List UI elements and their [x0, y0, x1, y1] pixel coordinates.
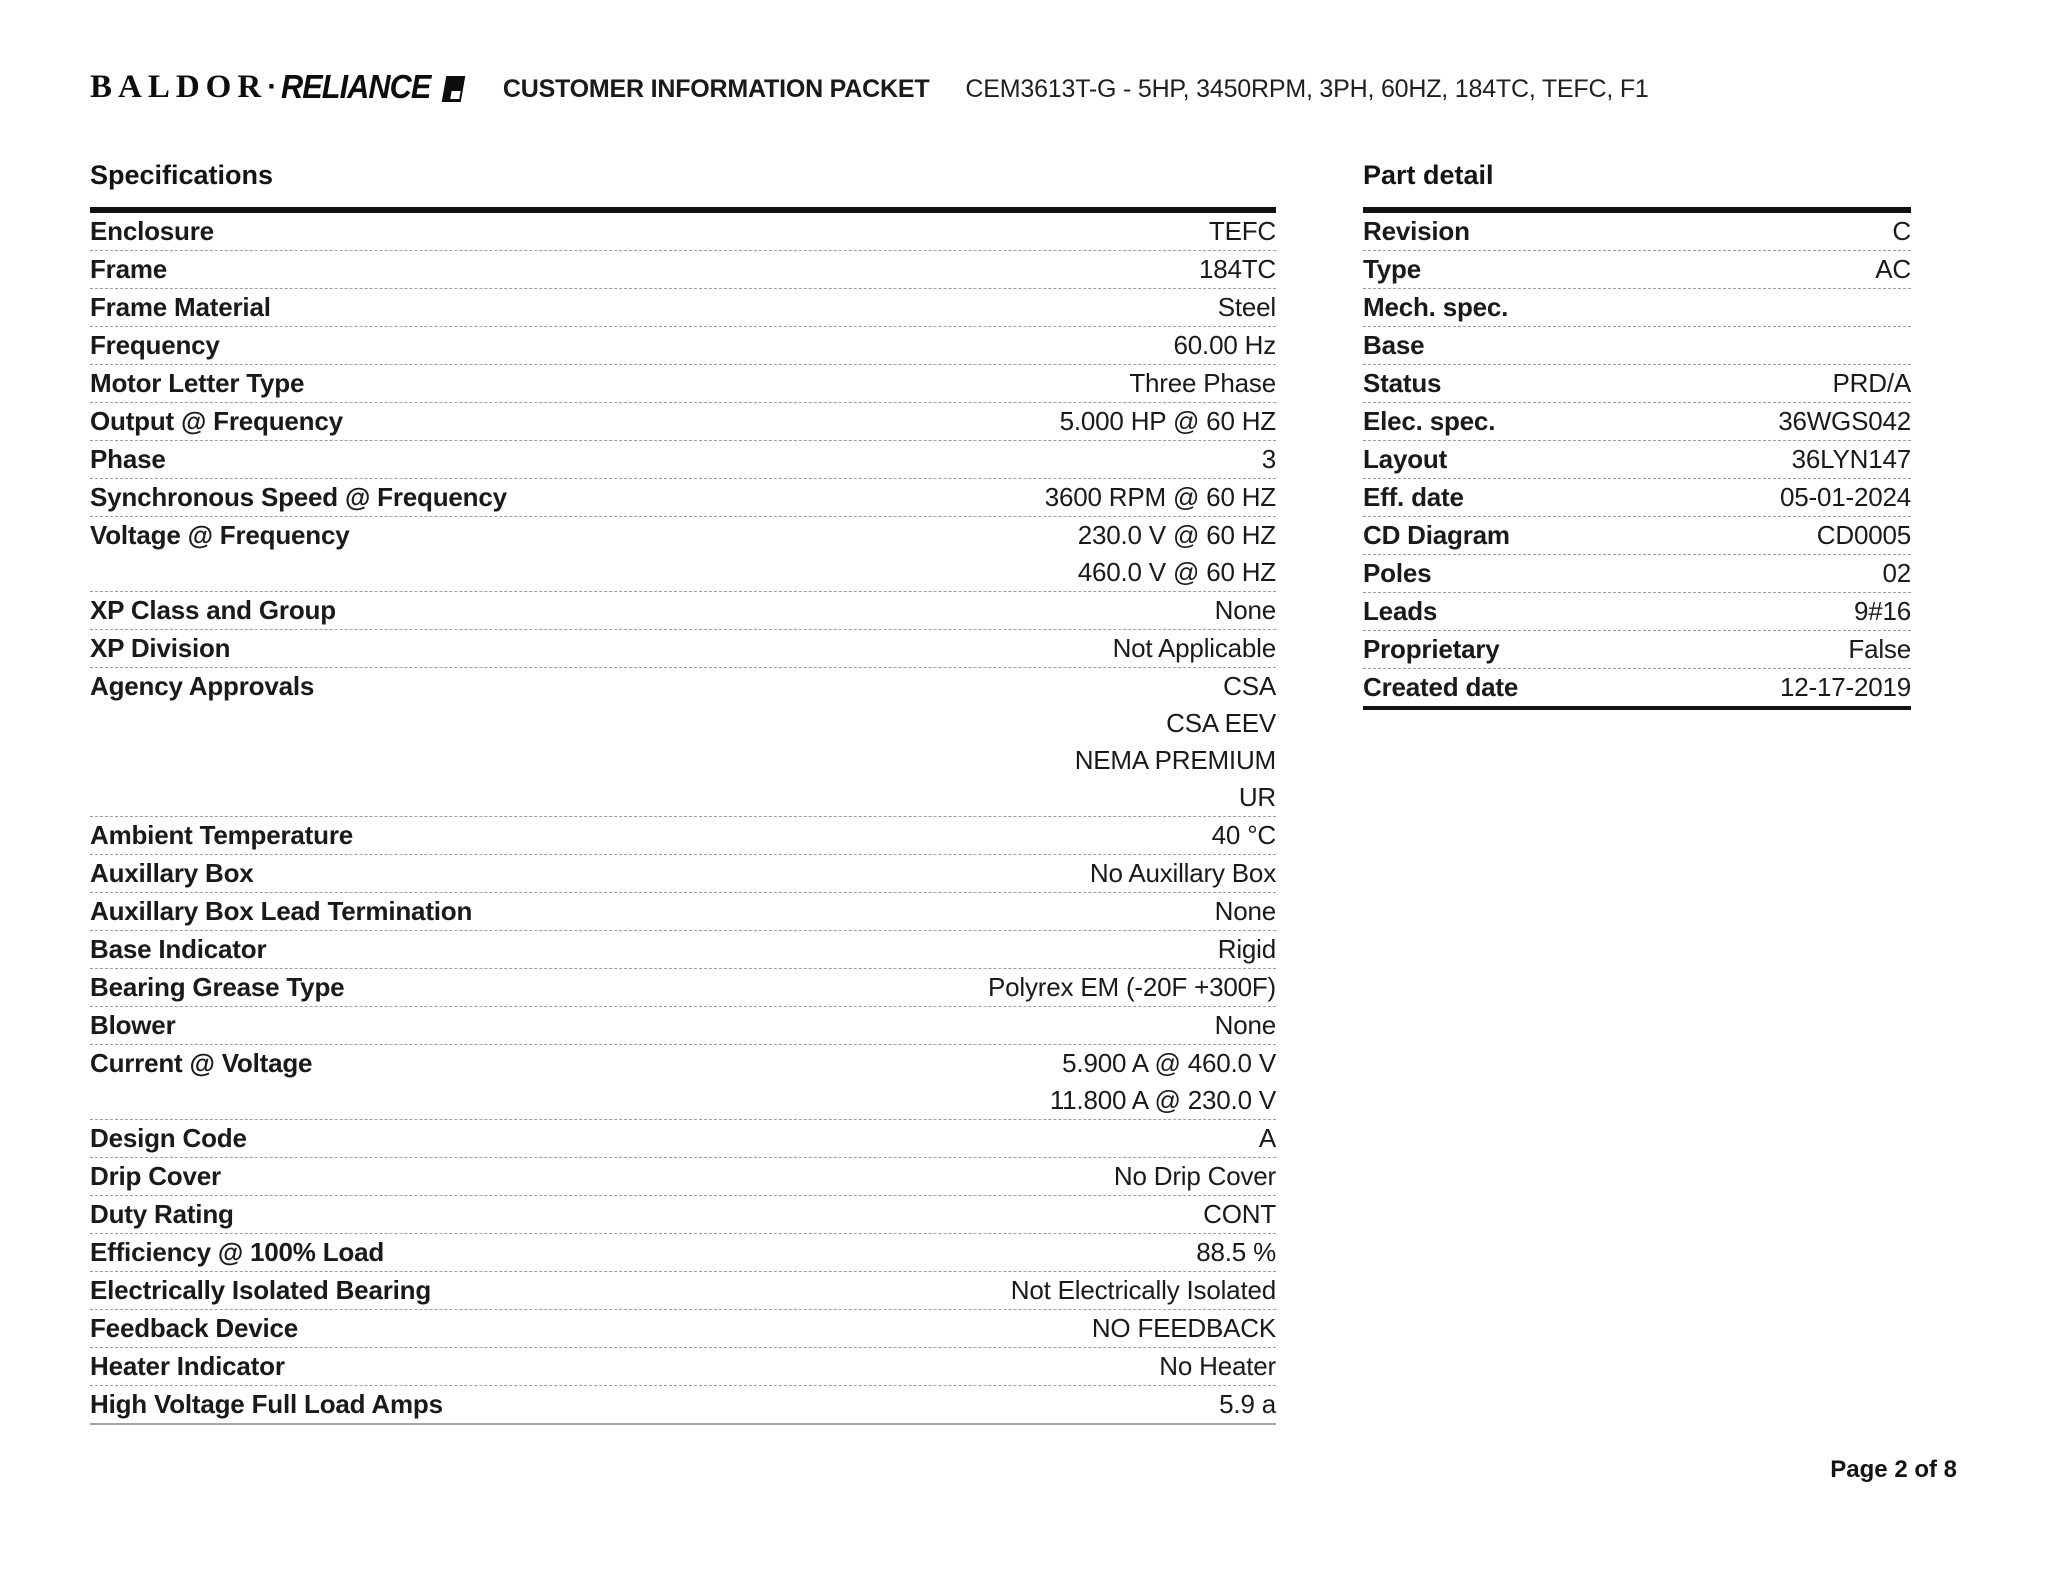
page-header — [90, 68, 1958, 106]
part-row-value — [1882, 555, 1911, 592]
spec-row-value-line: 5.9 a — [1219, 1389, 1276, 1419]
spec-row — [90, 213, 1276, 251]
spec-row — [90, 592, 1276, 630]
part-row-value — [1778, 403, 1911, 440]
spec-row — [90, 1386, 1276, 1425]
spec-row-label: Efficiency @ 100% Load — [90, 1237, 385, 1267]
spec-row-value-line: CSA EEV — [1166, 708, 1276, 738]
part-row — [1363, 669, 1911, 710]
part-row-value-line: 05-01-2024 — [1780, 482, 1911, 512]
part-row-value-line: 12-17-2019 — [1780, 672, 1911, 702]
part-row-label: Base — [1363, 330, 1425, 360]
part-row-label: Created date — [1363, 672, 1519, 702]
spec-row-label: Motor Letter Type — [90, 368, 305, 398]
part-row-value — [1817, 517, 1911, 554]
part-row-value — [1854, 593, 1911, 630]
part-row-label: Mech. spec. — [1363, 292, 1509, 322]
spec-row-value-line: 460.0 V @ 60 HZ — [1077, 557, 1276, 587]
spec-row-value — [1113, 630, 1276, 667]
spec-row-value-line: 184TC — [1198, 254, 1276, 284]
part-row-value-line: 9#16 — [1853, 596, 1911, 626]
part-row-value-line: 36LYN147 — [1791, 444, 1911, 474]
part-row-value-line: 02 — [1882, 558, 1911, 588]
spec-row — [90, 630, 1276, 668]
spec-row-label: Agency Approvals — [90, 671, 315, 701]
spec-row-value — [1129, 365, 1276, 402]
spec-row-value — [1011, 1272, 1276, 1309]
spec-row-value-line: 60.00 Hz — [1173, 330, 1276, 360]
specifications-section — [90, 160, 1276, 1425]
part-detail-heading: Part detail — [1363, 160, 1494, 190]
spec-row-label: Bearing Grease Type — [90, 972, 345, 1002]
spec-row-value — [1045, 479, 1276, 516]
part-row — [1363, 365, 1911, 403]
spec-row-label: XP Class and Group — [90, 595, 336, 625]
part-detail-table — [1363, 207, 1911, 710]
part-row-value — [1792, 441, 1911, 478]
spec-row — [90, 289, 1276, 327]
spec-row — [90, 441, 1276, 479]
part-row-value — [1875, 251, 1911, 288]
logo-reliance-text: RELIANCE — [281, 68, 431, 105]
spec-row-label: Drip Cover — [90, 1161, 221, 1191]
logo-registered-mark-icon — [442, 76, 466, 102]
spec-row-value — [1174, 327, 1276, 364]
spec-row-value-line: No Drip Cover — [1113, 1161, 1276, 1191]
spec-row-label: Output @ Frequency — [90, 406, 343, 436]
spec-row-value-line: 5.000 HP @ 60 HZ — [1059, 406, 1276, 436]
spec-row-value — [1262, 441, 1276, 478]
spec-row-value — [988, 969, 1276, 1006]
part-row-label: Type — [1363, 254, 1421, 284]
part-row-value — [1780, 479, 1911, 516]
part-row — [1363, 517, 1911, 555]
spec-row-value-line: Rigid — [1217, 934, 1276, 964]
spec-row — [90, 855, 1276, 893]
spec-row-label: Phase — [90, 444, 166, 474]
part-row-value — [1833, 365, 1911, 402]
spec-row-label: Auxillary Box — [90, 858, 254, 888]
part-row — [1363, 251, 1911, 289]
spec-row — [90, 931, 1276, 969]
spec-row-value — [1090, 855, 1276, 892]
spec-row-label: Current @ Voltage — [90, 1048, 313, 1078]
spec-row — [90, 1196, 1276, 1234]
spec-row-value-line: Not Electrically Isolated — [1010, 1275, 1276, 1305]
spec-row-value — [1199, 251, 1276, 288]
spec-row-value-line: No Heater — [1159, 1351, 1276, 1381]
part-row-label: Proprietary — [1363, 634, 1500, 664]
spec-row-value — [1159, 1348, 1276, 1385]
part-row — [1363, 213, 1911, 251]
spec-row — [90, 969, 1276, 1007]
part-row-value-line: False — [1848, 634, 1911, 664]
spec-row-value-line: Polyrex EM (-20F +300F) — [988, 972, 1276, 1002]
document-title: CUSTOMER INFORMATION PACKET — [502, 74, 930, 103]
spec-row-value-line: TEFC — [1208, 216, 1276, 246]
spec-row-value-line: UR — [1238, 782, 1276, 812]
spec-row-value-line: 40 °C — [1211, 820, 1276, 850]
spec-row-value — [1215, 592, 1276, 629]
spec-row-label: Design Code — [90, 1123, 247, 1153]
part-row-label: Status — [1363, 368, 1442, 398]
spec-row-value-line: 3600 RPM @ 60 HZ — [1044, 482, 1276, 512]
spec-row-value-line: Steel — [1217, 292, 1276, 322]
spec-row — [90, 1272, 1276, 1310]
specifications-heading: Specifications — [90, 160, 274, 190]
spec-row-label: Synchronous Speed @ Frequency — [90, 482, 507, 512]
spec-row-label: Heater Indicator — [90, 1351, 285, 1381]
spec-row-label: XP Division — [90, 633, 231, 663]
part-row — [1363, 289, 1911, 327]
part-row-label: Eff. date — [1363, 482, 1464, 512]
part-row-value-line: CD0005 — [1816, 520, 1911, 550]
spec-row — [90, 251, 1276, 289]
baldor-reliance-logo — [90, 68, 463, 106]
part-row-label: Poles — [1363, 558, 1432, 588]
part-row-label: Leads — [1363, 596, 1438, 626]
spec-row-value — [1078, 517, 1276, 591]
part-row-label: CD Diagram — [1363, 520, 1510, 550]
spec-row — [90, 1158, 1276, 1196]
spec-row-value-line: NEMA PREMIUM — [1074, 745, 1276, 775]
spec-row-value — [1075, 668, 1276, 816]
spec-row-label: Voltage @ Frequency — [90, 520, 350, 550]
spec-row-value — [1060, 403, 1276, 440]
part-row — [1363, 327, 1911, 365]
spec-row-value-line: None — [1214, 896, 1276, 926]
spec-row-value-line: None — [1214, 1010, 1276, 1040]
spec-row-label: High Voltage Full Load Amps — [90, 1389, 443, 1419]
part-row-value — [1780, 669, 1911, 706]
spec-row-value-line: 5.900 A @ 460.0 V — [1062, 1048, 1276, 1078]
spec-row-value — [1218, 931, 1276, 968]
part-detail-section — [1363, 160, 1911, 710]
spec-row — [90, 1234, 1276, 1272]
spec-row-value-line: CONT — [1203, 1199, 1276, 1229]
spec-row-label: Electrically Isolated Bearing — [90, 1275, 432, 1305]
spec-row-label: Frame Material — [90, 292, 271, 322]
part-row-value-line: PRD/A — [1832, 368, 1911, 398]
part-row-label: Elec. spec. — [1363, 406, 1496, 436]
spec-row — [90, 1045, 1276, 1120]
part-row-label: Layout — [1363, 444, 1448, 474]
spec-row-label: Feedback Device — [90, 1313, 299, 1343]
spec-row — [90, 517, 1276, 592]
spec-row-label: Duty Rating — [90, 1199, 234, 1229]
spec-row-value — [1219, 1386, 1276, 1423]
spec-row — [90, 1310, 1276, 1348]
part-row-value-line: C — [1892, 216, 1911, 246]
part-row — [1363, 631, 1911, 669]
spec-row-label: Enclosure — [90, 216, 214, 246]
part-row — [1363, 441, 1911, 479]
specifications-table — [90, 207, 1276, 1425]
spec-row-value — [1050, 1045, 1276, 1119]
spec-row-label: Frequency — [90, 330, 220, 360]
part-row — [1363, 479, 1911, 517]
spec-row-value — [1215, 893, 1276, 930]
spec-row — [90, 1007, 1276, 1045]
spec-row-value-line: A — [1258, 1123, 1276, 1153]
spec-row-value-line: No Auxillary Box — [1089, 858, 1276, 888]
part-row — [1363, 403, 1911, 441]
spec-row-label: Auxillary Box Lead Termination — [90, 896, 473, 926]
spec-row-value-line: Three Phase — [1129, 368, 1276, 398]
spec-row-value-line: NO FEEDBACK — [1091, 1313, 1276, 1343]
spec-row — [90, 479, 1276, 517]
spec-row-value-line: 88.5 % — [1196, 1237, 1276, 1267]
spec-row — [90, 365, 1276, 403]
spec-row-label: Blower — [90, 1010, 176, 1040]
spec-row-value-line: 3 — [1261, 444, 1276, 474]
spec-row-value — [1212, 817, 1276, 854]
spec-row-value — [1209, 213, 1276, 250]
logo-baldor-text: BALDOR — [90, 68, 268, 105]
spec-row-value — [1259, 1120, 1276, 1157]
part-row — [1363, 555, 1911, 593]
spec-row-value-line: 11.800 A @ 230.0 V — [1049, 1085, 1276, 1115]
spec-row-value — [1196, 1234, 1276, 1271]
product-code-subtitle: CEM3613T-G - 5HP, 3450RPM, 3PH, 60HZ, 184TC, TEFC, F1 — [965, 74, 1649, 103]
part-row-value — [1892, 213, 1911, 250]
part-row-value — [1848, 631, 1911, 668]
spec-row — [90, 668, 1276, 817]
spec-row-value — [1092, 1310, 1276, 1347]
spec-row-value-line: Not Applicable — [1112, 633, 1276, 663]
spec-row — [90, 1348, 1276, 1386]
part-row-value-line: 36WGS042 — [1778, 406, 1911, 436]
spec-row — [90, 327, 1276, 365]
spec-row-value — [1215, 1007, 1276, 1044]
logo-dot: · — [267, 70, 278, 103]
spec-row-value — [1218, 289, 1276, 326]
spec-row-label: Base Indicator — [90, 934, 267, 964]
spec-row — [90, 817, 1276, 855]
part-row — [1363, 593, 1911, 631]
part-row-label: Revision — [1363, 216, 1470, 246]
spec-row — [90, 403, 1276, 441]
spec-row-value — [1203, 1196, 1276, 1233]
spec-row-label: Ambient Temperature — [90, 820, 353, 850]
part-row-value-line: AC — [1875, 254, 1911, 284]
spec-row-value-line: None — [1214, 595, 1276, 625]
spec-row-value-line: CSA — [1223, 671, 1276, 701]
spec-row — [90, 893, 1276, 931]
spec-row — [90, 1120, 1276, 1158]
spec-row-value-line: 230.0 V @ 60 HZ — [1077, 520, 1276, 550]
spec-row-value — [1114, 1158, 1276, 1195]
spec-row-label: Frame — [90, 254, 168, 284]
page-number: Page 2 of 8 — [1830, 1456, 1957, 1483]
